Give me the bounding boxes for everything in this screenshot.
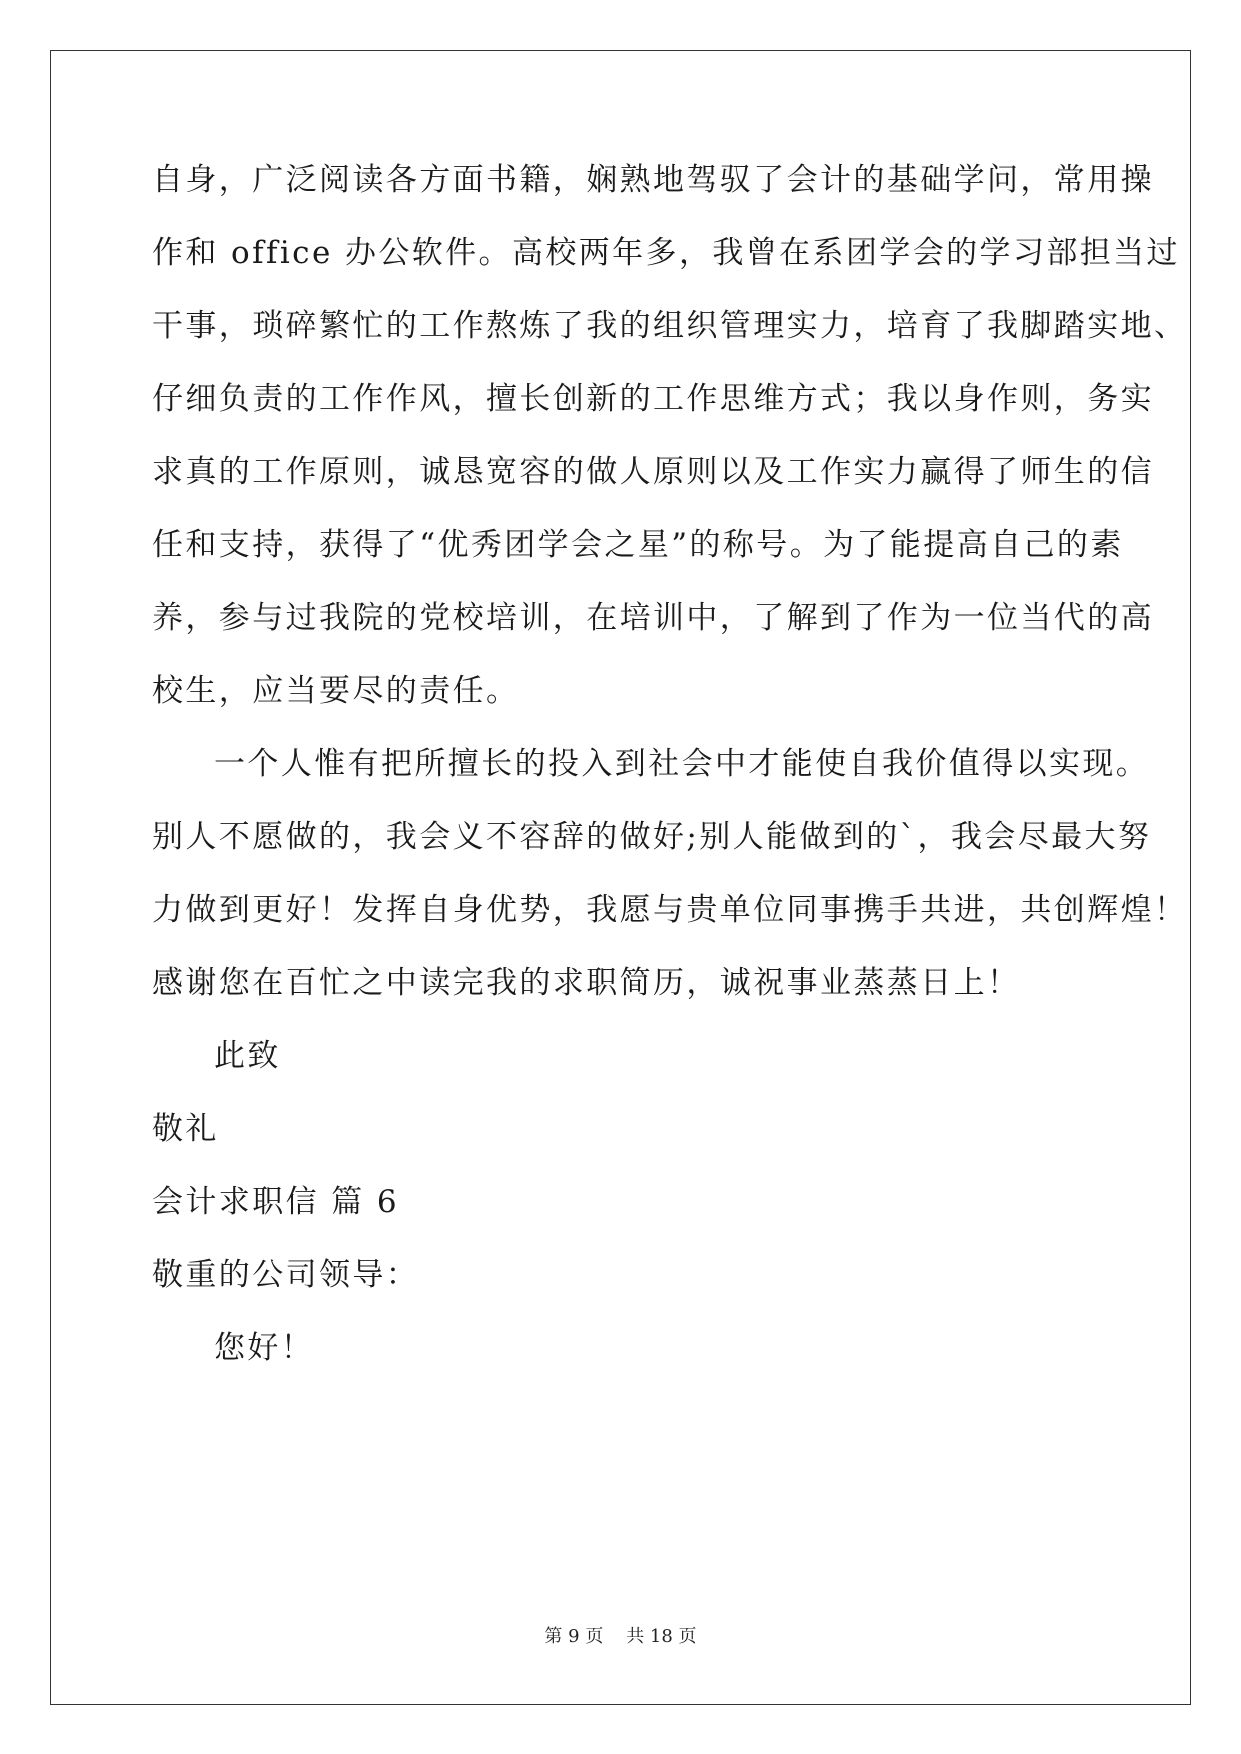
section-title: 会计求职信 篇 6 bbox=[152, 1184, 400, 1220]
greeting: 您好！ bbox=[214, 1330, 315, 1366]
paragraph-line: 养，参与过我院的党校培训，在培训中，了解到了作为一位当代的高 bbox=[152, 600, 1154, 636]
paragraph-line: 求真的工作原则，诚恳宽容的做人原则以及工作实力赢得了师生的信 bbox=[152, 454, 1154, 490]
page-number: 第 9 页 共 18 页 bbox=[544, 1626, 697, 1647]
paragraph-line: 仔细负责的工作作风，擅长创新的工作思维方式；我以身作则，务实 bbox=[152, 381, 1154, 417]
paragraph-line: 自身，广泛阅读各方面书籍，娴熟地驾驭了会计的基础学问，常用操 bbox=[152, 162, 1154, 198]
paragraph-line: 干事，琐碎繁忙的工作熬炼了我的组织管理实力，培育了我脚踏实地、 bbox=[152, 308, 1188, 344]
salute: 敬礼 bbox=[152, 1111, 219, 1147]
paragraph-line: 感谢您在百忙之中读完我的求职简历，诚祝事业蒸蒸日上！ bbox=[152, 965, 1021, 1001]
paragraph-line: 校生，应当要尽的责任。 bbox=[152, 673, 520, 709]
closing-phrase: 此致 bbox=[214, 1038, 281, 1074]
greeting-recipient: 敬重的公司领导： bbox=[152, 1257, 420, 1293]
paragraph-line: 别人不愿做的，我会义不容辞的做好;别人能做到的`，我会尽最大努 bbox=[152, 819, 1152, 855]
paragraph-line: 作和 office 办公软件。高校两年多，我曾在系团学会的学习部担当过 bbox=[152, 235, 1180, 271]
paragraph-line: 力做到更好！发挥自身优势，我愿与贵单位同事携手共进，共创辉煌！ bbox=[152, 892, 1188, 928]
paragraph-line: 一个人惟有把所擅长的投入到社会中才能使自我价值得以实现。 bbox=[214, 746, 1150, 782]
paragraph-line: 任和支持，获得了“优秀团学会之星”的称号。为了能提高自己的素 bbox=[152, 527, 1124, 563]
page-border bbox=[50, 50, 1191, 1705]
